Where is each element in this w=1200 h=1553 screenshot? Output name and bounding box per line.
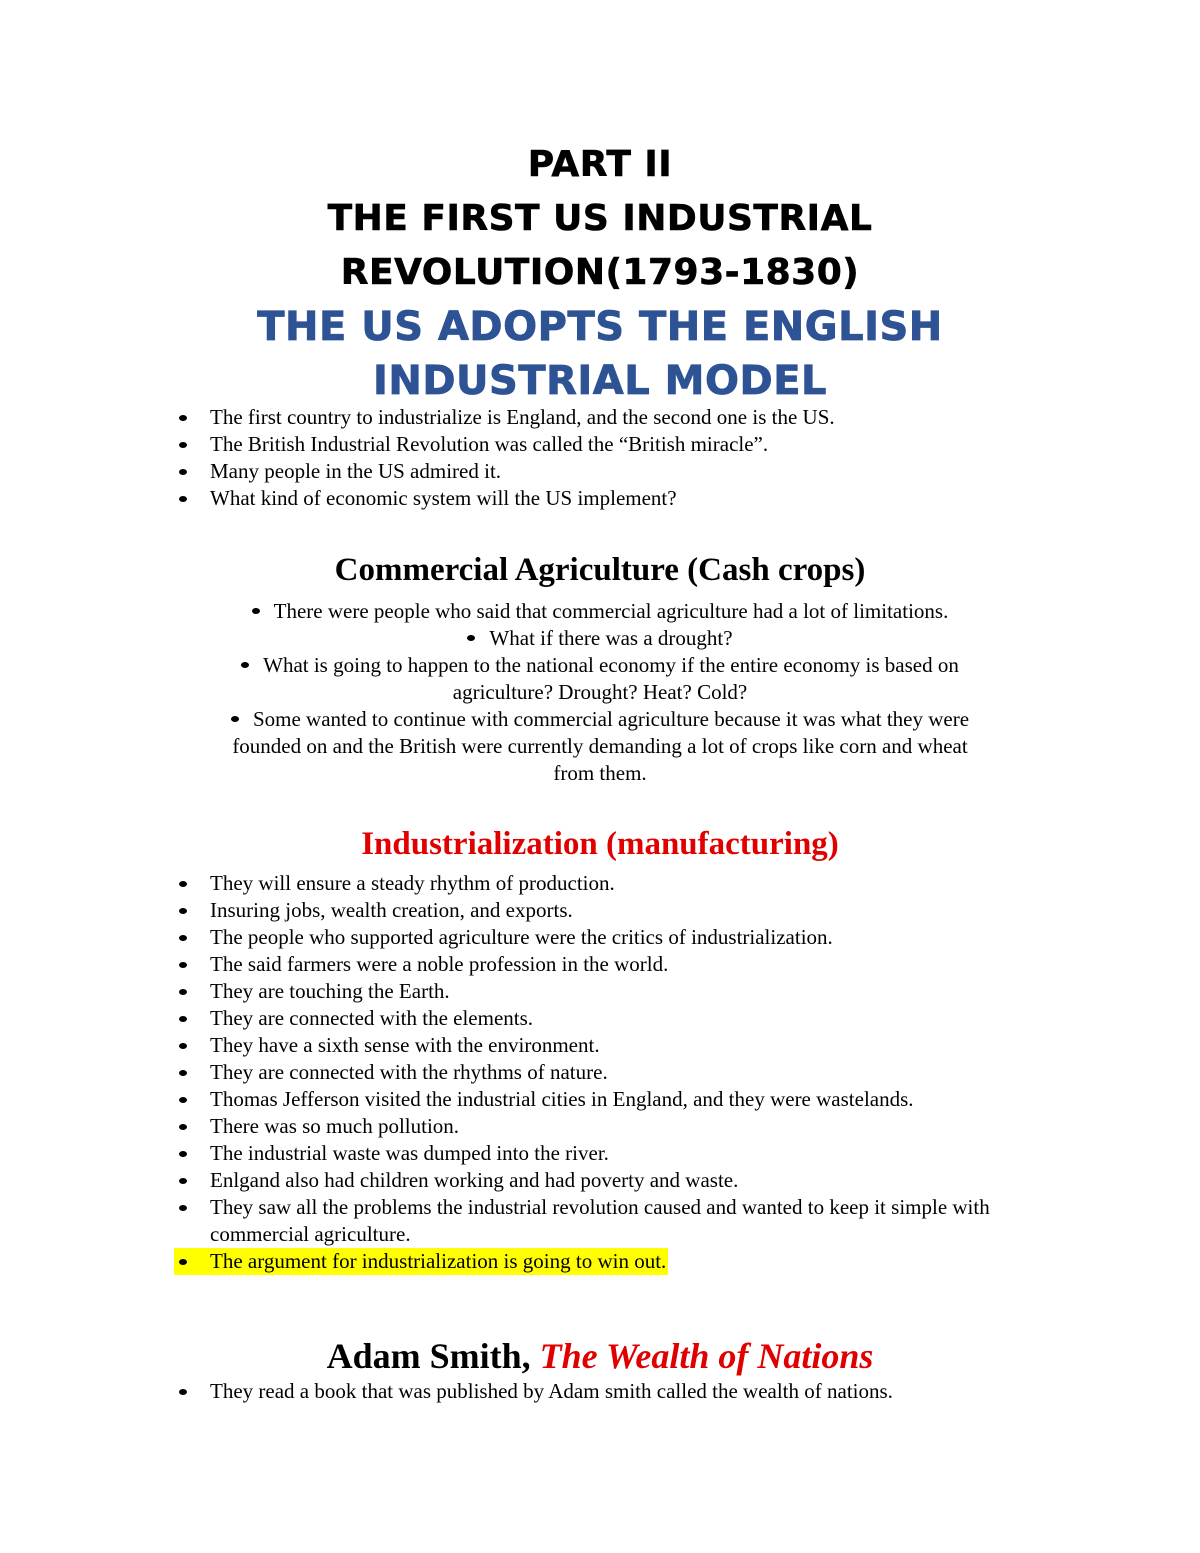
bullet-icon [179,1097,187,1103]
subtitle-line-1: THE US ADOPTS THE ENGLISH [257,304,943,350]
list-item-text: They are connected with the rhythms of nature. [210,1060,608,1084]
bullet-icon [179,1016,187,1022]
bullet-icon [179,1070,187,1076]
list-item [174,1005,1054,1032]
list-item-text: They saw all the problems the industrial revolution caused and wanted to keep it simple with commercial agriculture. [210,1195,990,1246]
list-item-text: founded on and the British were currently demanding a lot of crops like corn and wheat [232,734,968,758]
list-item [174,1140,1054,1167]
list-item-text: The first country to industrialize is England, and the second one is the US. [210,405,835,429]
list-item [174,1113,1054,1140]
list-item [174,951,1054,978]
main-title-line-1: THE FIRST US INDUSTRIAL [327,198,873,239]
bullet-icon [179,442,187,448]
list-item-text: Insuring jobs, wealth creation, and exports. [210,898,573,922]
list-item-text: The argument for industrialization is going to win out. [210,1249,667,1273]
industrialization-bullet-list [174,870,1054,1275]
list-item-text: Enlgand also had children working and had poverty and waste. [210,1168,739,1192]
list-item [0,652,1200,706]
list-item-text: from them. [553,761,647,785]
bullet-icon [241,662,249,668]
bullet-icon [179,1151,187,1157]
list-item [174,1167,1054,1194]
bullet-icon [179,1205,187,1211]
bullet-icon [179,935,187,941]
list-item-text: They have a sixth sense with the environment. [210,1033,600,1057]
bullet-icon [179,1178,187,1184]
bullet-icon [179,881,187,887]
list-item-text: The people who supported agriculture were the critics of industrialization. [210,925,833,949]
list-item [0,625,1200,652]
list-item-text: There were people who said that commercial agriculture had a lot of limitations. [273,599,949,623]
list-item [174,404,1134,431]
bullet-icon [179,1259,187,1265]
heading-author: Adam Smith, [326,1336,540,1376]
list-item [174,897,1054,924]
list-item-text: The said farmers were a noble profession in the world. [210,952,669,976]
list-item [174,1086,1054,1113]
adam-smith-heading [0,1334,1200,1378]
list-item [174,870,1054,897]
list-item [174,431,1134,458]
list-item [174,1378,1134,1405]
list-item-text: They are connected with the elements. [210,1006,534,1030]
commercial-agriculture-heading: Commercial Agriculture (Cash crops) [334,552,866,588]
part-title: PART II [527,144,673,185]
bullet-icon [179,989,187,995]
bullet-icon [252,608,260,614]
highlight [174,1248,668,1275]
list-item [174,1059,1054,1086]
main-title-line-2: REVOLUTION(1793-1830) [340,252,860,293]
commercial-bullet-list [0,598,1200,787]
bullet-icon [179,496,187,502]
list-item-text: Thomas Jefferson visited the industrial cities in England, and they were wastelands. [210,1087,914,1111]
bullet-icon [179,1043,187,1049]
list-item [174,1194,1054,1248]
bullet-icon [467,635,475,641]
list-item [174,485,1134,512]
intro-bullet-list [174,404,1134,512]
subtitle-line-2: INDUSTRIAL MODEL [372,358,827,404]
list-item-highlighted [174,1248,1054,1275]
list-item-text: The British Industrial Revolution was called the “British miracle”. [210,432,769,456]
title-block [0,138,1200,408]
industrialization-heading: Industrialization (manufacturing) [361,826,839,862]
bullet-icon [179,1389,187,1395]
list-item [174,924,1054,951]
list-item-text: They will ensure a steady rhythm of production. [210,871,615,895]
list-item [174,458,1134,485]
adam-smith-bullet-list [174,1378,1134,1405]
heading-book-title: The Wealth of Nations [539,1336,874,1376]
list-item-text: What if there was a drought? [489,626,733,650]
list-item-text: Some wanted to continue with commercial agriculture because it was what they were [252,707,970,731]
bullet-icon [179,908,187,914]
list-item-text: agriculture? Drought? Heat? Cold? [452,680,748,704]
list-item [174,978,1054,1005]
list-item-text: What kind of economic system will the US implement? [210,486,677,510]
list-item-text: Many people in the US admired it. [210,459,502,483]
list-item [174,1032,1054,1059]
list-item-text: They read a book that was published by Adam smith called the wealth of nations. [210,1379,893,1403]
list-item [0,706,1200,787]
bullet-icon [179,469,187,475]
list-item-text: There was so much pollution. [210,1114,460,1138]
list-item-text: They are touching the Earth. [210,979,450,1003]
bullet-icon [179,415,187,421]
bullet-icon [231,716,239,722]
bullet-icon [179,1124,187,1130]
list-item [0,598,1200,625]
list-item-text: The industrial waste was dumped into the river. [210,1141,609,1165]
bullet-icon [179,962,187,968]
list-item-text: What is going to happen to the national economy if the entire economy is based on [263,653,959,677]
